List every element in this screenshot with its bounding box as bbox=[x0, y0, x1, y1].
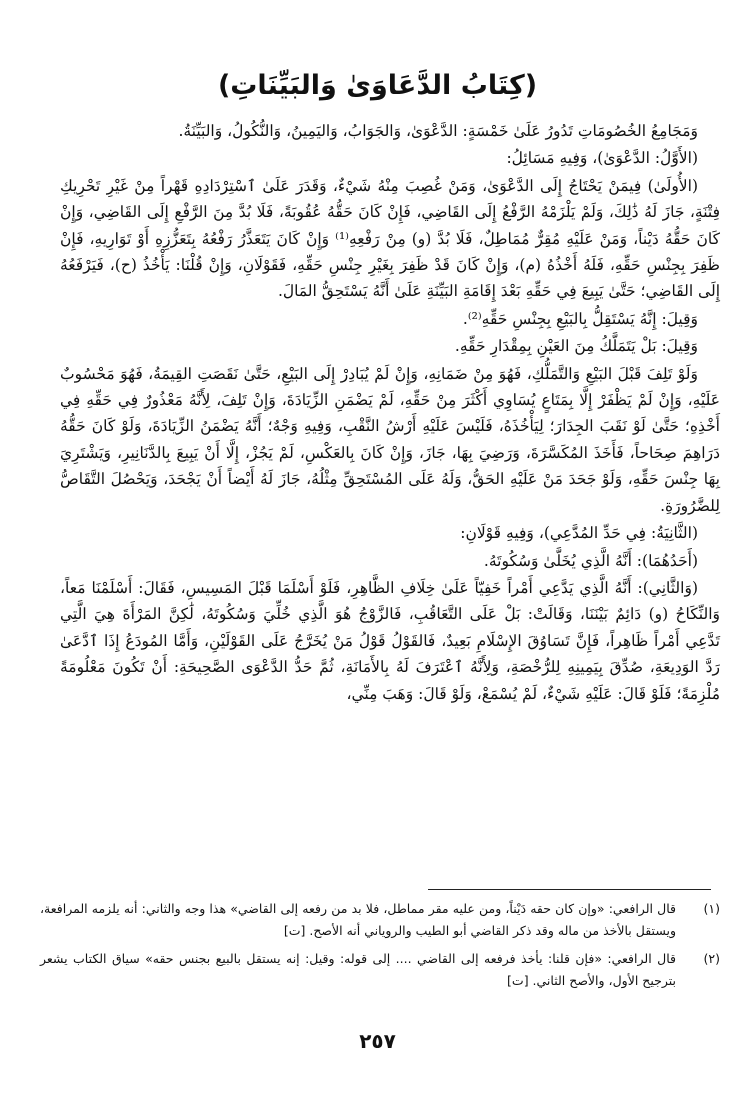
footnote-number: (١) bbox=[703, 901, 720, 916]
paragraph-opinion-two: وَقِيلَ: بَلْ يَتَمَلَّكُ مِنَ العَيْنِ بِمِقْدَارِ حَقِّهِ. bbox=[454, 337, 698, 356]
paragraph-first-issue: (الأُولَىٰ) فِيمَنْ يَحْتَاجُ إِلَى الدَّعْوَىٰ، وَمَنْ غُصِبَ مِنْهُ شَيْءٌ، وَقَدَرَ عَلَىٰ ٱسْتِرْدَادِهِ قَهْراً مِنْ غَيْرِ تَحْرِيكِ فِتْنَةٍ، جَازَ لَهُ ذَٰلِكَ، وَلَمْ يَلْزَمْهُ الرَّفْعُ إِلَى القَاضِي، فَإِنْ كَانَ حَقُّهُ عُقُوبَةً، فَلَا بُدَّ مِنَ الرَّفْعِ إِلَى القَاضِي، وَإِنْ كَانَ حَقُّهُ دَيْناً، وَمَنْ عَلَيْهِ مُقِرٌّ مُمَاطِلٌ، فَلَا بُدَّ (و) مِنْ رَفْعِهِ⁽¹⁾ وَإِنْ كَانَ يَتَعَذَّرُ رَفْعُهُ بِتَعَزُّزِهِ أَوْ تَوَارِيهِ، فَإِنْ ظَفِرَ بِجِنْسِ حَقِّهِ، فَلَهُ أَخْذُهُ (م)، وَإِنْ كَانَ قَدْ ظَفِرَ بِغَيْرِ جِنْسِ حَقِّهِ، فَقَوْلَانِ، وَإِنْ قُلْنَا: يَأْخُذُ (ح)، فَيَرْفَعُهُ إِلَى القَاضِي؛ حَتَّىٰ يَبِيعَ فِي حَقِّهِ بَعْدَ إِقَامَةِ البَيِّنَةِ عَلَىٰ أَنَّهُ يَسْتَحِقُّ المَالَ. bbox=[60, 176, 721, 301]
chapter-title: (كِتَابُ الدَّعَاوَىٰ وَالبَيِّنَاتِ) bbox=[217, 70, 538, 101]
footnote-text: قال الرافعي: «وإن كان حقه دَيْناً، ومن عليه مقر مماطل، فلا بد من رفعه إلى القاضي» هذا وجه والثاني: أنه يلزمه المرافعة، ويستقل بالأخذ من ماله وقد ذكر القاضي أبو الطيب والروياني أنه الأصح. [ت] bbox=[40, 901, 676, 938]
paragraph-section-heading: (الأَوَّلُ: الدَّعْوَىٰ)، وَفِيهِ مَسَائِلُ: bbox=[506, 149, 698, 168]
paragraph-loss: وَلَوْ تَلِفَ قَبْلَ البَيْعِ وَالتَّمَلُّكِ، فَهُوَ مِنْ ضَمَانِهِ، وَإِنْ لَمْ يُبَادِرْ إِلَى البَيْعِ، حَتَّىٰ نَقَصَتِ القِيمَةُ، فَهُوَ مَحْسُوبٌ عَلَيْهِ، وَإِنْ لَمْ يَظْفَرْ إِلَّا بِمَتَاعٍ يُسَاوِي أَكْثَرَ مِنْ حَقِّهِ، لَمْ يَضْمَنِ الزِّيَادَةَ، وَإِنْ تَلِفَ، لِأَنَّهُ مَعْذُورٌ فِي حَقِّهِ فِي أَخْذِهِ؛ حَتَّىٰ لَوْ نَقَبَ الجِدَارَ؛ لِيَأْخُذَهُ، فَلَيْسَ عَلَيْهِ أَرْشُ النَّقْبِ، وَفِيهِ وَجْهٌ؛ أَنَّهُ يَضْمَنُ الزِّيَادَةَ، وَلَوْ كَانَ حَقُّهُ دَرَاهِمَ صِحَاحاً، فَأَخَذَ المُكَسَّرَةَ، وَرَضِيَ بِهَا، جَازَ، وَإِنْ كَانَ بِالعَكْسِ، لَمْ يَجُزْ، إِلَّا أَنْ يَبِيعَ بِالدَّنَانِيرِ، وَيَشْتَرِيَ بِهَا جِنْسَ حَقِّهِ، وَلَوْ جَحَدَ مَنْ عَلَيْهِ الحَقُّ، وَلَهُ عَلَى المُسْتَحِقِّ مِثْلُهُ، جَازَ لَهُ أَيْضاً أَنْ يَجْحَدَ، وَيَحْصُلَ التَّقَاصُّ لِلضَّرُورَةِ. bbox=[60, 364, 720, 515]
paragraph-second-view: (وَالثَّانِي): أَنَّهُ الَّذِي يَدَّعِي أَمْراً خَفِيّاً عَلَىٰ خِلَافِ الظَّاهِرِ، فَلَوْ أَسْلَمَا قَبْلَ المَسِيسِ، فَقَالَ: أَسْلَمْنَا مَعاً، وَالنِّكَاحُ (و) دَائِمٌ بَيْنَنَا، وَقَالَتْ: بَلْ عَلَى التَّعَاقُبِ، فَالزَّوْجُ هُوَ الَّذِي خُلِّيَ وَسُكُوتَهُ، لَٰكِنَّ المَرْأَةَ هِيَ الَّتِي تَدَّعِي أَمْراً ظَاهِراً، فَإِنَّ تَسَاوُقَ الإِسْلَامِ بَعِيدٌ، فَالقَوْلُ قَوْلُ مَنْ يُخَرَّجُ عَلَى القَوْلَيْنِ، وَأَمَّا المُودَعُ إِذَا ٱدَّعَىٰ رَدَّ الوَدِيعَةِ، صُدِّقَ بِيَمِينِهِ لِلرُّخْصَةِ، وَلِأَنَّهُ ٱعْتَرَفَ لَهُ بِالأَمَانَةِ، ثُمَّ حَدُّ الدَّعْوَى الصَّحِيحَةِ: أَنْ تَكُونَ مَعْلُومَةً مُلْزِمَةً؛ فَلَوْ قَالَ: عَلَيْهِ شَيْءٌ، لَمْ يُسْمَعْ، وَلَوْ قَالَ: وَهَبَ مِنِّي، bbox=[60, 578, 720, 703]
main-text bbox=[60, 118, 720, 707]
paragraph-intro: وَمَجَامِعُ الخُصُومَاتِ تَدُورُ عَلَىٰ خَمْسَةٍ: الدَّعْوَىٰ، وَالجَوَابُ، وَاليَمِينُ، وَالنُّكُولُ، وَالبَيِّنَةُ. bbox=[178, 122, 698, 140]
paragraph-opinion-one: وَقِيلَ: إِنَّهُ يَسْتَقِلُّ بِالبَيْعِ بِجِنْسِ حَقِّهِ⁽²⁾. bbox=[462, 309, 698, 328]
footnote-number: (٢) bbox=[703, 951, 720, 966]
paragraph-second-issue: (الثَّانِيَةُ: فِي حَدِّ المُدَّعِي)، وَفِيهِ قَوْلَانِ: bbox=[460, 524, 698, 543]
footnote bbox=[40, 898, 720, 942]
page-number: ٢٥٧ bbox=[359, 1029, 396, 1053]
footnote-text: قال الرافعي: «فإن قلنا: يأخذ فرفعه إلى القاضي .... إلى قوله: وقيل: إنه يستقل بالبيع بجنس حقه» سياق الكتاب يشعر بترجيح الأول، والأصح الثاني. [ت] bbox=[40, 951, 676, 988]
footnote-divider bbox=[428, 889, 711, 890]
footnotes bbox=[40, 898, 720, 998]
footnote bbox=[40, 948, 720, 992]
paragraph-first-view: (أَحَدُهُمَا): أَنَّهُ الَّذِي يُخَلَّىٰ وَسُكُوتَهُ. bbox=[483, 551, 698, 570]
